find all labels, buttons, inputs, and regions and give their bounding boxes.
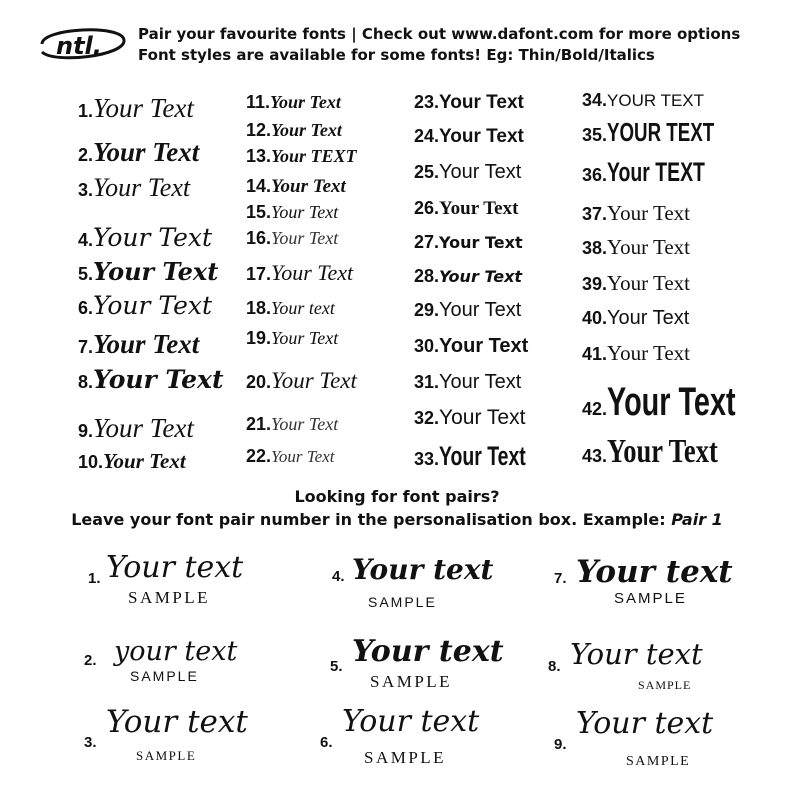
font-option-37: 37.Your Text <box>582 201 690 225</box>
font-option-38: 38.Your Text <box>582 235 690 259</box>
font-option-32: 32.Your Text <box>414 406 526 429</box>
font-option-24: 24.Your Text <box>414 126 524 147</box>
pairs-subtitle: Leave your font pair number in the personalisation box. Example: Pair 1 <box>71 510 723 529</box>
font-pair-7: 7. Your text SAMPLE <box>554 554 733 607</box>
font-option-19: 19.Your Text <box>246 328 339 348</box>
font-option-23: 23.Your Text <box>414 92 524 113</box>
font-option-17: 17.Your Text <box>246 260 354 285</box>
font-option-9: 9.Your Text <box>78 413 194 443</box>
font-pair-2: 2. your text SAMPLE <box>84 636 238 684</box>
header-line-1: Pair your favourite fonts | Check out www.dafont.com for more options <box>138 25 741 43</box>
svg-text:ntl.: ntl. <box>56 32 102 60</box>
font-option-5: 5.Your Text <box>78 257 219 286</box>
font-pair-1: 1. Your text SAMPLE <box>88 550 244 607</box>
font-option-30: 30.Your Text <box>414 335 529 357</box>
font-option-10: 10.Your Text <box>78 449 186 473</box>
font-pair-3: 3. Your text SAMPLE <box>84 704 248 763</box>
font-option-12: 12.Your Text <box>246 120 342 140</box>
font-option-16: 16.Your Text <box>246 228 339 248</box>
font-option-41: 41.Your Text <box>582 341 690 365</box>
font-option-11: 11.Your Text <box>246 92 341 112</box>
font-option-21: 21.Your Text <box>246 414 339 434</box>
font-pair-5: 5. Your text SAMPLE <box>330 634 504 691</box>
font-pair-6: 6. Your text SAMPLE <box>320 704 480 767</box>
font-option-28: 28.Your Text <box>414 266 523 286</box>
font-option-15: 15.Your Text <box>246 202 339 222</box>
pairs-example: Pair 1 <box>671 510 723 529</box>
font-option-8: 8.Your Text <box>78 365 224 394</box>
font-option-26: 26.Your Text <box>414 198 519 219</box>
font-option-42: 42.Your Text <box>582 380 736 424</box>
font-option-6: 6.Your Text <box>78 291 213 320</box>
font-option-33: 33.Your Text <box>414 441 526 471</box>
ntl-logo <box>36 22 128 66</box>
font-option-34: 34.YOUR TEXT <box>582 90 705 110</box>
font-option-20: 20.Your Text <box>246 368 357 393</box>
font-option-13: 13.Your TEXT <box>246 146 357 166</box>
font-option-35: 35.YOUR TEXT <box>582 117 715 147</box>
header-line-2: Font styles are available for some fonts! Eg: Thin/Bold/Italics <box>138 46 655 64</box>
font-option-39: 39.Your Text <box>582 271 690 295</box>
font-option-25: 25.Your Text <box>414 161 522 183</box>
font-option-14: 14.Your Text <box>246 176 346 197</box>
pairs-title: Looking for font pairs? <box>294 487 500 506</box>
header-text <box>138 24 788 66</box>
font-option-31: 31.Your Text <box>414 371 522 393</box>
font-option-40: 40.Your Text <box>582 307 690 329</box>
font-option-22: 22.Your Text <box>246 446 335 466</box>
font-pair-8: 8. Your text SAMPLE <box>548 637 703 692</box>
font-option-36: 36.Your TEXT <box>582 157 705 187</box>
font-option-2: 2.Your Text <box>78 137 200 167</box>
font-option-29: 29.Your Text <box>414 299 522 321</box>
font-option-4: 4.Your Text <box>78 223 213 252</box>
font-option-18: 18.Your text <box>246 298 335 318</box>
font-pair-9: 9. Your text SAMPLE <box>554 706 714 769</box>
font-option-43: 43.Your Text <box>582 433 718 470</box>
font-option-7: 7.Your Text <box>78 329 200 359</box>
font-option-27: 27.Your Text <box>414 232 523 252</box>
font-pair-4: 4. Your text SAMPLE <box>332 553 494 610</box>
font-option-1: 1.Your Text <box>78 93 194 123</box>
font-option-3: 3.Your Text <box>78 173 191 202</box>
